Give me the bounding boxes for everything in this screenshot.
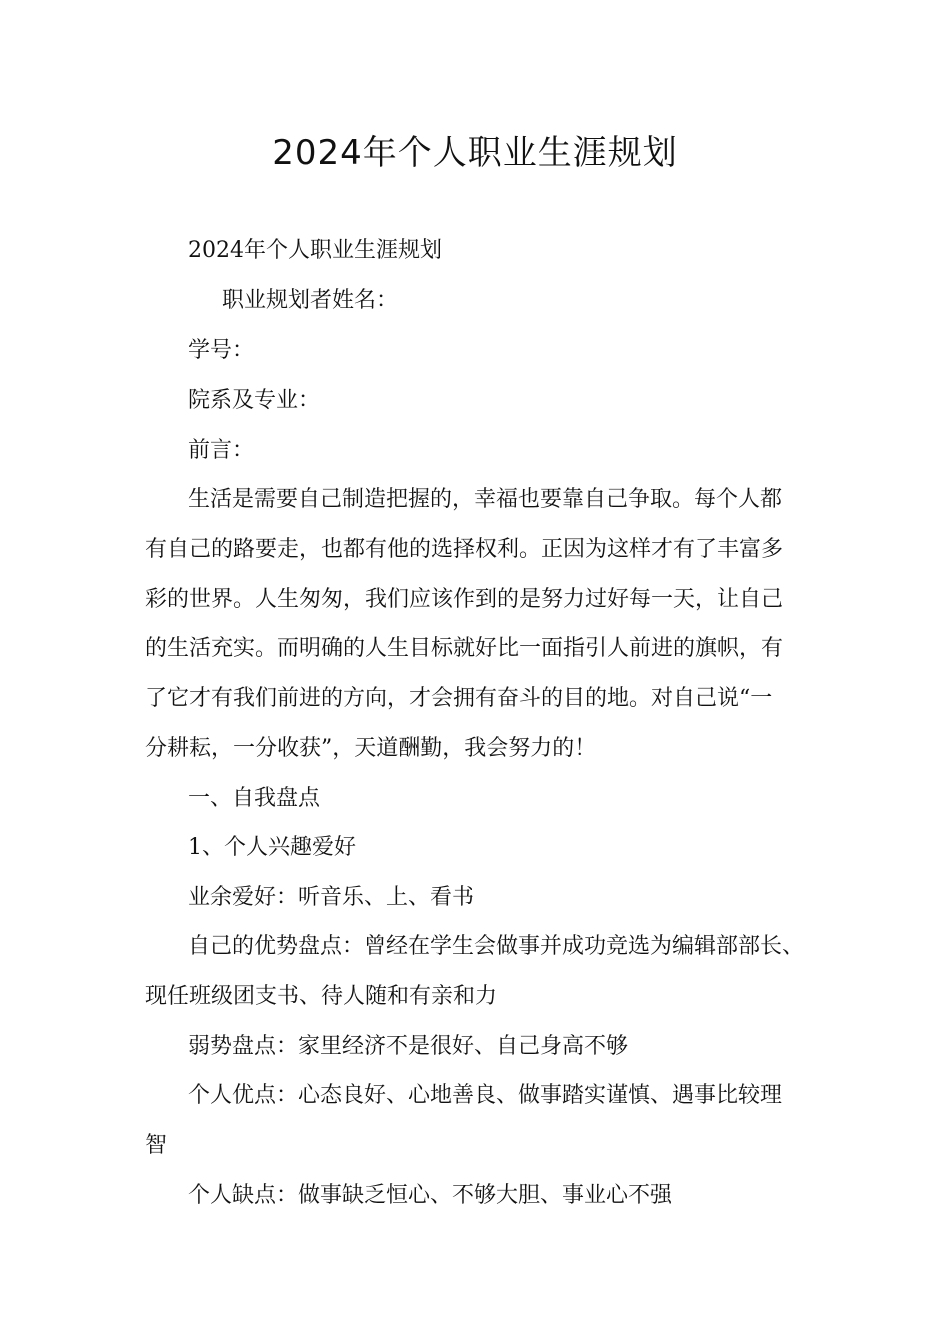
- paragraph-line: 的生活充实。而明确的人生目标就好比一面指引人前进的旗帜，有: [145, 636, 784, 661]
- subtitle-line: 2024年个人职业生涯规划: [188, 238, 442, 263]
- paragraph-line: 分耕耘，一分收获”，天道酬勤，我会努力的！: [145, 736, 597, 761]
- paragraph-line: 有自己的路要走，也都有他的选择权利。正因为这样才有了丰富多: [145, 537, 784, 562]
- paragraph-line: 彩的世界。人生匆匆，我们应该作到的是努力过好每一天，让自己: [145, 587, 784, 612]
- paragraph-line: 个人优点：心态良好、心地善良、做事踏实谨慎、遇事比较理: [188, 1083, 783, 1108]
- paragraph-line: 弱势盘点：家里经济不是很好、自己身高不够: [188, 1034, 629, 1059]
- document-title: 2024年个人职业生涯规划: [272, 133, 678, 173]
- subsection-heading: 1、个人兴趣爱好: [188, 835, 356, 860]
- section-heading: 一、自我盘点: [188, 786, 321, 811]
- paragraph-line: 现任班级团支书、待人随和有亲和力: [145, 984, 498, 1009]
- preface-heading: 前言：: [188, 438, 255, 463]
- paragraph-line: 业余爱好：听音乐、上、看书: [188, 885, 475, 910]
- paragraph-line: 了它才有我们前进的方向，才会拥有奋斗的目的地。对自己说“一: [145, 686, 773, 711]
- student-id-line: 学号：: [188, 338, 255, 363]
- planner-name-line: 职业规划者姓名：: [222, 288, 399, 313]
- paragraph-line: 个人缺点：做事缺乏恒心、不够大胆、事业心不强: [188, 1183, 673, 1208]
- paragraph-line: 智: [145, 1133, 168, 1158]
- paragraph-line: 生活是需要自己制造把握的，幸福也要靠自己争取。每个人都: [188, 487, 783, 512]
- paragraph-line: 自己的优势盘点：曾经在学生会做事并成功竞选为编辑部部长、: [188, 934, 805, 959]
- department-line: 院系及专业：: [188, 388, 321, 413]
